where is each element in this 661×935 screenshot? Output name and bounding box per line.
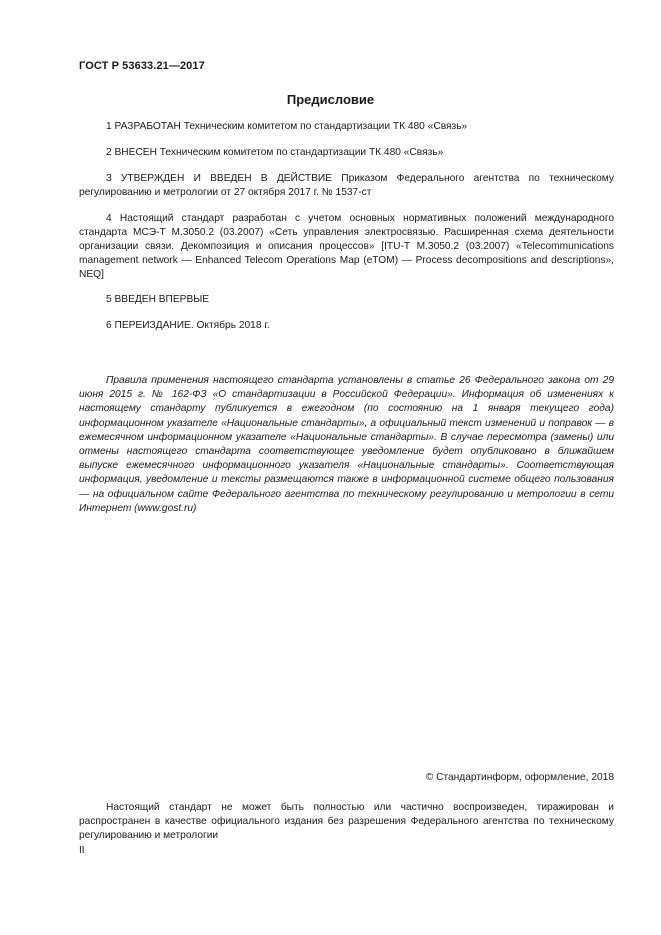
reproduction-notice: Настоящий стандарт не может быть полностью или частично воспроизведен, тиражирован и распространен в качестве официального издания без разрешения Федерального агентства по техническому регулированию и метрологии [79,802,614,841]
application-rules-note: Правила применения настоящего стандарта установлены в статье 26 Федерального закона от 29 июня 2015 г. № 162-ФЗ «О стандартизации в Российской Федерации». Информация об изменениях к настоящему стандарту публикуется в ежегодном (по состоянию на 1 января текущего года) информационном указателе «Национальные стандарты», а официальный текст изменений и поправок — в ежемесячном информационном указателе «Национальные стандарты». В случае пересмотра (замены) или отмены настоящего стандарта соответствующее уведомление будет опубликовано в ближайшем выпуске ежемесячного информационного указателя «Национальные стандарты». Соответствующая информация, уведомление и тексты размещаются также в информационной системе общего пользования — на официальном сайте Федерального агентства по техническому регулированию и метрологии в сети Интернет (www.gost.ru) [79,375,614,514]
foreword-item-3: 3 УТВЕРЖДЕН И ВВЕДЕН В ДЕЙСТВИЕ Приказом Федерального агентства по техническому регулированию и метрологии от 27 октября 2017 г. № 1537-ст [79,173,614,198]
foreword-item-1: 1 РАЗРАБОТАН Техническим комитетом по стандартизации ТК 480 «Связь» [106,121,468,132]
foreword-item-4: 4 Настоящий стандарт разработан с учетом основных нормативных положений международного стандарта МСЭ-Т М.3050.2 (03.2007) «Сеть управления электросвязью. Расширенная схема деятельности организации связи. Декомпозиция и описания процессов» [ITU-T M.3050.2 (03.2007) «Telecommunications management network — Enhanced Telecom Operations Map (eTOM) — Process decompositions and descriptions», NEQ] [79,213,614,280]
foreword-item-2: 2 ВНЕСЕН Техническим комитетом по стандартизации ТК 480 «Связь» [106,147,444,158]
foreword-item-5: 5 ВВЕДЕН ВПЕРВЫЕ [106,294,210,305]
foreword-item-6: 6 ПЕРЕИЗДАНИЕ. Октябрь 2018 г. [106,320,270,331]
page-number: II [79,845,85,856]
copyright-line: © Стандартинформ, оформление, 2018 [425,772,614,783]
document-code: ГОСТ Р 53633.21—2017 [79,60,205,72]
page-title: Предисловие [286,92,375,107]
